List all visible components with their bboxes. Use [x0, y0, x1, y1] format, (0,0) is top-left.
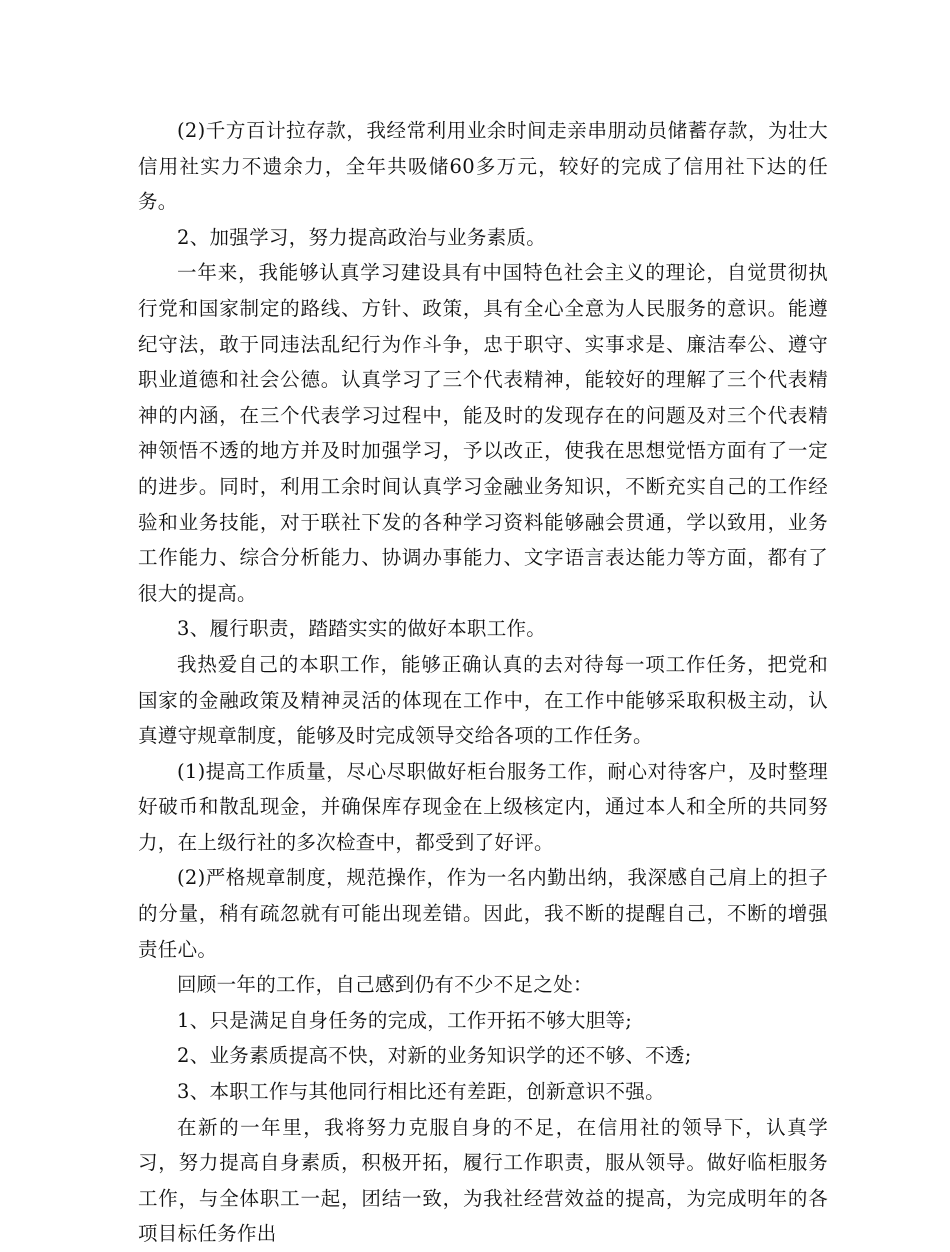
- paragraph-duties: 我热爱自己的本职工作，能够正确认真的去对待每一项工作任务，把党和国家的金融政策及精神灵活的体现在工作中，在工作中能够采取积极主动，认真遵守规章制度，能够及时完成领导交给各项的工作任务。: [138, 652, 828, 748]
- list-item-shortcoming-3: 3、本职工作与其他同行相比还有差距，创新意识不强。: [177, 1080, 665, 1104]
- paragraph-review: 回顾一年的工作，自己感到仍有不少不足之处：: [177, 973, 593, 997]
- list-item-shortcoming-1: 1、只是满足自身任务的完成，工作开拓不够大胆等;: [177, 1008, 633, 1032]
- paragraph-study: 一年来，我能够认真学习建设具有中国特色社会主义的理论，自觉贯彻执行党和国家制定的路线、方针、政策，具有全心全意为人民服务的意识。能遵纪守法，敢于同违法乱纪行为作斗争，忠于职守、实事求是、廉洁奉公、遵守职业道德和社会公德。认真学习了三个代表精神，能较好的理解了三个代表精神的内涵，在三个代表学习过程中，能及时的发现存在的问题及对三个代表精神领悟不透的地方并及时加强学习，予以改正，使我在思想觉悟方面有了一定的进步。同时，利用工余时间认真学习金融业务知识，不断充实自己的工作经验和业务技能，对于联社下发的各种学习资料能够融会贯通，学以致用，业务工作能力、综合分析能力、协调办事能力、文字语言表达能力等方面，都有了很大的提高。: [138, 261, 828, 605]
- list-item-shortcoming-2: 2、业务素质提高不快，对新的业务知识学的还不够、不透;: [177, 1044, 692, 1068]
- paragraph-rules: (2)严格规章制度，规范操作，作为一名内勤出纳，我深感自己肩上的担子的分量，稍有疏忽就有可能出现差错。因此，我不断的提醒自己，不断的增强责任心。: [138, 866, 828, 961]
- heading-study: 2、加强学习，努力提高政治与业务素质。: [177, 225, 547, 249]
- document-body: [138, 113, 828, 1252]
- paragraph-savings: (2)千方百计拉存款，我经常利用业余时间走亲串朋动员储蓄存款，为壮大信用社实力不遗余力，全年共吸储60多万元，较好的完成了信用社下达的任务。: [138, 119, 828, 214]
- heading-duties: 3、履行职责，踏踏实实的做好本职工作。: [177, 617, 547, 641]
- paragraph-new-year: 在新的一年里，我将努力克服自身的不足，在信用社的领导下，认真学习，努力提高自身素质，积极开拓，履行工作职责，服从领导。做好临柜服务工作，与全体职工一起，团结一致，为我社经营效益的提高，为完成明年的各项目标任务作出: [138, 1115, 828, 1246]
- paragraph-quality: (1)提高工作质量，尽心尽职做好柜台服务工作，耐心对待客户，及时整理好破币和散乱现金，并确保库存现金在上级核定内，通过本人和全所的共同努力，在上级行社的多次检查中，都受到了好评。: [138, 759, 828, 854]
